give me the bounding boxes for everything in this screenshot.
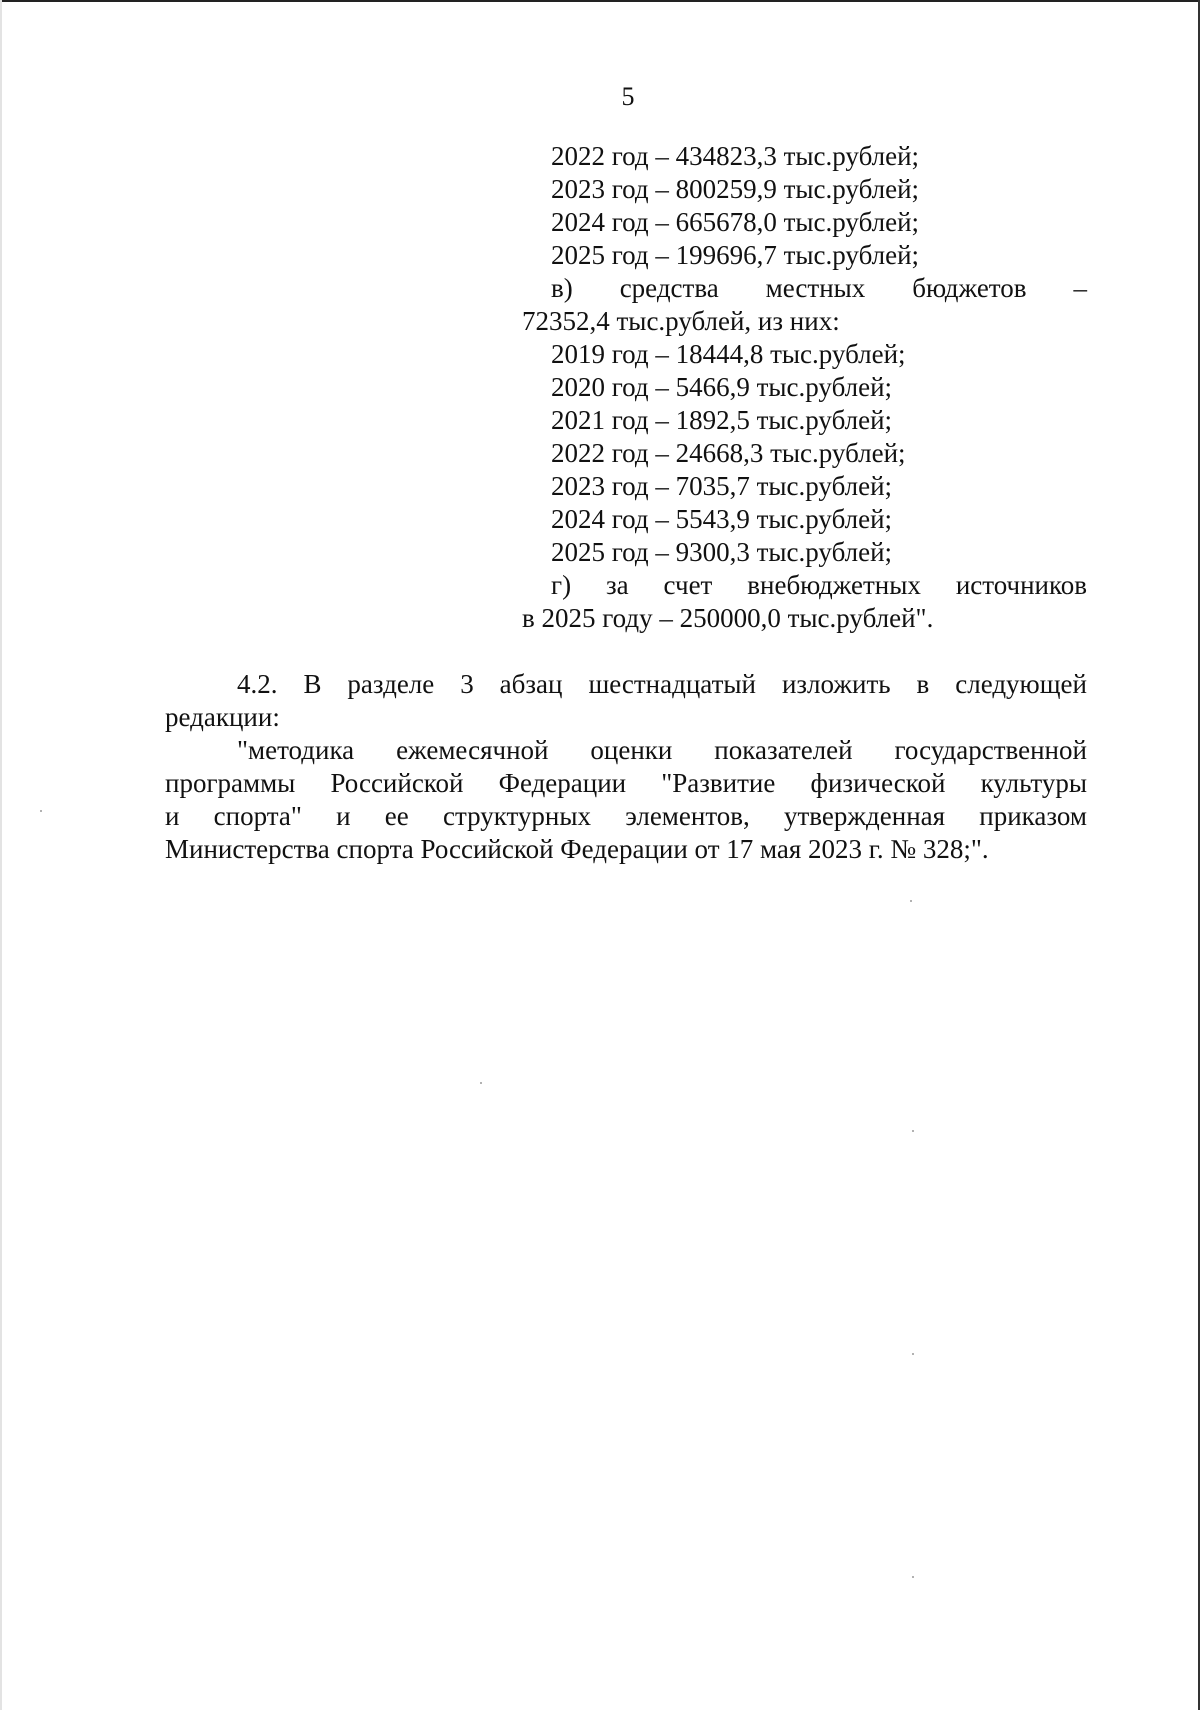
word: утвержденная bbox=[784, 801, 946, 831]
word: бюджетов bbox=[912, 273, 1027, 303]
extrabudgetary-heading bbox=[551, 569, 1087, 602]
word: изложить bbox=[781, 669, 891, 699]
quote-line-3 bbox=[165, 800, 1087, 833]
page-number: 5 bbox=[621, 82, 635, 111]
section-4-2-line-1 bbox=[165, 668, 1087, 701]
word: физической bbox=[810, 768, 946, 798]
word: В bbox=[303, 669, 322, 699]
local-line-2025: 2025 год – 9300,3 тыс.рублей; bbox=[551, 537, 893, 567]
word: и bbox=[165, 801, 180, 831]
local-line-2019: 2019 год – 18444,8 тыс.рублей; bbox=[551, 339, 906, 369]
word: шестнадцатый bbox=[588, 669, 756, 699]
word: ежемесячной bbox=[396, 735, 549, 765]
word: источников bbox=[955, 570, 1087, 600]
word: оценки bbox=[590, 735, 673, 765]
section-4-2-paragraph bbox=[165, 668, 1087, 734]
scan-speck bbox=[912, 1353, 914, 1355]
word: – bbox=[1073, 273, 1087, 303]
word: и bbox=[336, 801, 351, 831]
scan-speck bbox=[912, 1130, 914, 1132]
local-line-2023: 2023 год – 7035,7 тыс.рублей; bbox=[551, 471, 893, 501]
local-line-2022: 2022 год – 24668,3 тыс.рублей; bbox=[551, 438, 906, 468]
local-line-2020: 2020 год – 5466,9 тыс.рублей; bbox=[551, 372, 893, 402]
word: разделе bbox=[347, 669, 435, 699]
word: Российской bbox=[330, 768, 464, 798]
word: элементов, bbox=[625, 801, 750, 831]
word: 3 bbox=[460, 669, 474, 699]
word: "Развитие bbox=[661, 768, 776, 798]
funding-line-2022: 2022 год – 434823,3 тыс.рублей; bbox=[551, 141, 920, 171]
word: культуры bbox=[980, 768, 1087, 798]
scan-speck bbox=[40, 810, 42, 812]
word: местных bbox=[765, 273, 866, 303]
quote-paragraph bbox=[165, 734, 1087, 866]
word: г) bbox=[551, 570, 572, 600]
local-budgets-total: 72352,4 тыс.рублей, из них: bbox=[522, 306, 840, 336]
word: спорта" bbox=[213, 801, 302, 831]
local-line-2021: 2021 год – 1892,5 тыс.рублей; bbox=[551, 405, 893, 435]
funding-line-2025: 2025 год – 199696,7 тыс.рублей; bbox=[551, 240, 920, 270]
scan-speck bbox=[912, 1576, 914, 1578]
quote-line-1 bbox=[165, 734, 1087, 767]
local-line-2024: 2024 год – 5543,9 тыс.рублей; bbox=[551, 504, 893, 534]
word: структурных bbox=[442, 801, 592, 831]
scan-speck bbox=[910, 900, 912, 902]
scan-speck bbox=[480, 1082, 482, 1084]
word: Федерации bbox=[498, 768, 627, 798]
word: программы bbox=[165, 768, 296, 798]
word: средства bbox=[619, 273, 719, 303]
word: показателей bbox=[714, 735, 853, 765]
word: "методика bbox=[237, 735, 355, 765]
quote-line-4: Министерства спорта Российской Федерации от 17 мая 2023 г. № 328;". bbox=[165, 834, 989, 864]
word: в bbox=[916, 669, 930, 699]
word: ее bbox=[384, 801, 409, 831]
word: приказом bbox=[979, 801, 1087, 831]
word: 4.2. bbox=[237, 669, 278, 699]
scan-edge-top bbox=[0, 0, 1200, 2]
word: государственной bbox=[894, 735, 1087, 765]
funding-line-2023: 2023 год – 800259,9 тыс.рублей; bbox=[551, 174, 920, 204]
word: следующей bbox=[955, 669, 1087, 699]
quote-line-2 bbox=[165, 767, 1087, 800]
local-budgets-heading bbox=[551, 272, 1087, 305]
scan-edge-left bbox=[0, 0, 2, 1710]
extrabudgetary-total: в 2025 году – 250000,0 тыс.рублей". bbox=[522, 603, 934, 633]
funding-line-2024: 2024 год – 665678,0 тыс.рублей; bbox=[551, 207, 920, 237]
section-4-2-line-2: редакции: bbox=[165, 702, 280, 732]
word: счет bbox=[663, 570, 713, 600]
word: абзац bbox=[499, 669, 563, 699]
word: в) bbox=[551, 273, 573, 303]
word: внебюджетных bbox=[747, 570, 921, 600]
word: за bbox=[605, 570, 629, 600]
